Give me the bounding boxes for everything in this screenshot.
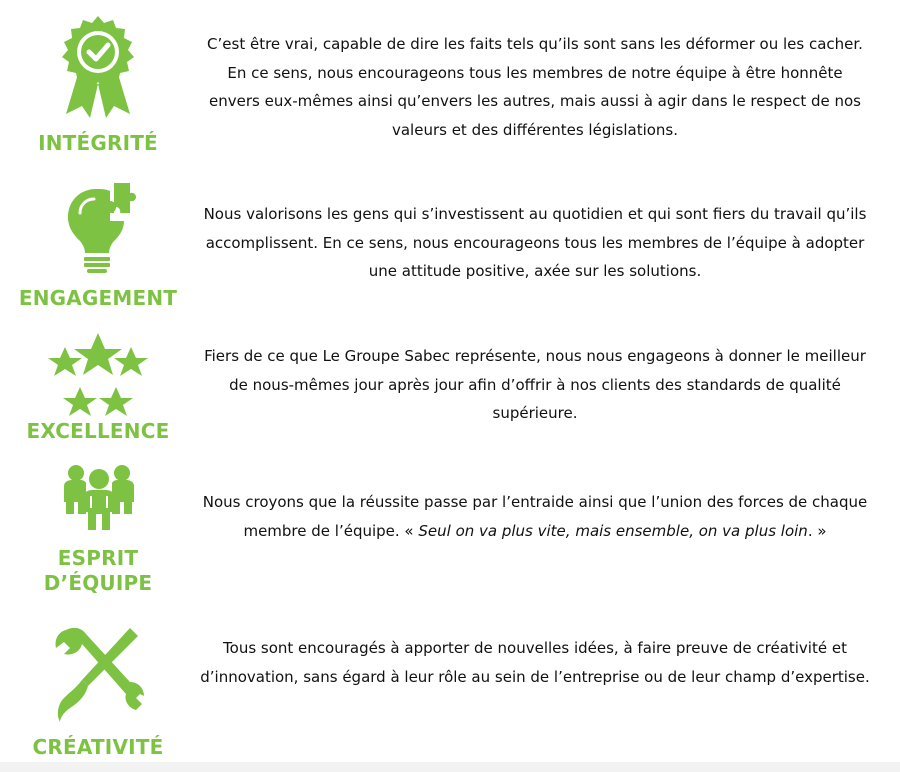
- team-people-icon: [62, 462, 136, 532]
- value-row-integrite: [0, 0, 900, 165]
- five-stars-icon: [48, 329, 148, 423]
- value-description: Nous valorisons les gens qui s’investissent au quotidien et qui sont fiers du travail qu’ils accomplissent. En ce sens, nous encourageons tous les membres de l’équipe à adopter une attitude positive, axée sur les solutions.: [203, 205, 867, 280]
- page-bottom-edge: [0, 762, 900, 772]
- value-row-excellence: [0, 315, 900, 460]
- value-description: C’est être vrai, capable de dire les faits tels qu’ils sont sans les déformer ou les cacher. En ce sens, nous encourageons tous les membres de notre équipe à être honnête envers eux-mêmes ainsi qu’envers les autres, mais aussi à agir dans le respect de nos valeurs et des différentes législations.: [207, 35, 863, 139]
- description-quote: Seul on va plus vite, mais ensemble, on va plus loin: [418, 521, 808, 540]
- lightbulb-puzzle-icon: [62, 179, 138, 277]
- wrench-brush-icon: [52, 624, 144, 724]
- award-ribbon-check-icon: [56, 14, 140, 118]
- value-row-esprit-equipe: [0, 460, 900, 610]
- value-title-line2: D’ÉQUIPE: [43, 571, 153, 595]
- description-text: Nous croyons que la réussite passe par l’entraide ainsi que l’union des forces de chaque membre de l’équipe. «: [202, 493, 868, 540]
- value-description: Tous sont encouragés à apporter de nouvelles idées, à faire preuve de créativité et d’innovation, sans égard à leur rôle au sein de l’entreprise ou de leur champ d’expertise.: [200, 639, 870, 686]
- value-title-line1: ESPRIT: [57, 546, 139, 570]
- value-title: INTÉGRITÉ: [38, 131, 158, 155]
- value-row-creativite: [0, 610, 900, 765]
- value-row-engagement: [0, 165, 900, 315]
- value-title: ENGAGEMENT: [18, 286, 178, 310]
- value-title: EXCELLENCE: [26, 419, 170, 443]
- value-description: Fiers de ce que Le Groupe Sabec représente, nous nous engageons à donner le meilleur de nous-mêmes jour après jour afin d’offrir à nos clients des standards de qualité supérieure.: [204, 347, 866, 422]
- value-description: [200, 488, 870, 545]
- description-text-end: . »: [807, 521, 827, 540]
- value-title: CRÉATIVITÉ: [32, 735, 164, 759]
